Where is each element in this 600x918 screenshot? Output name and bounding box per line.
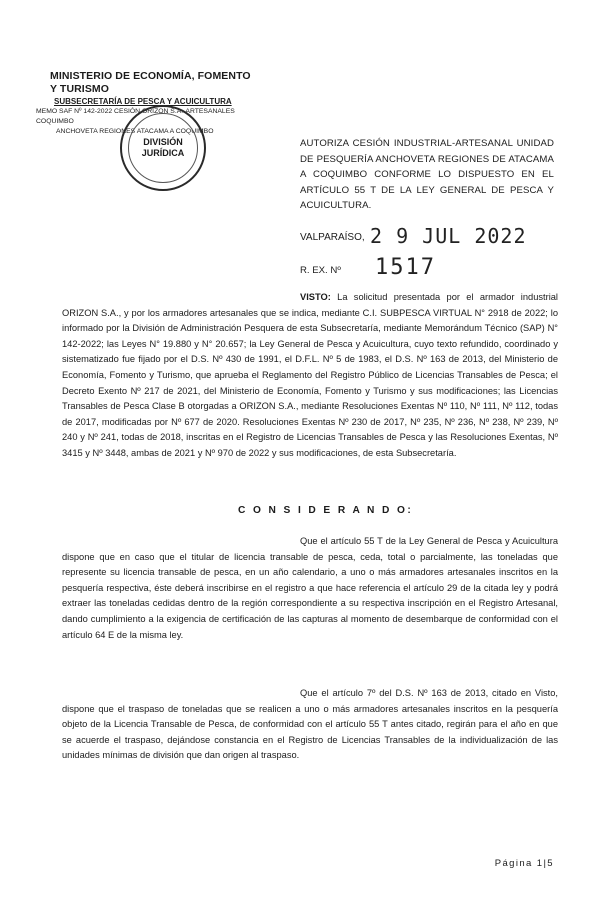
memo-reference-2: ANCHOVETA REGIONES ATACAMA A COQUIMBO	[56, 128, 214, 135]
resolution-label: R. EX. Nº	[300, 265, 341, 276]
considerando-paragraph-2: Que el artículo 7º del D.S. Nº 163 de 2013, citado en Visto, dispone que el traspaso de toneladas que se realicen a uno o más armadores artesanales inscritos en la pesquería objeto de la Licencia Transable de Pesca, de conformidad con el artículo 55 T antes citado, regirán para el año en que se acuerde el traspaso, dejándose constancia en el Registro de Licencias Transables de la individualización de las unidades mínimas de división que dan origen al traspaso.	[62, 688, 558, 761]
stamp-text: DIVISIÓN JURÍDICA	[141, 137, 185, 158]
ministry-name: MINISTERIO DE ECONOMÍA, FOMENTO Y TURISMO	[50, 70, 251, 95]
place-label: VALPARAÍSO,	[300, 232, 365, 243]
handwritten-date: 2 9 JUL 2022	[370, 224, 527, 248]
subsecretaria-name: SUBSECRETARÍA DE PESCA Y ACUICULTURA	[54, 97, 232, 106]
considerando-heading: C O N S I D E R A N D O:	[238, 505, 414, 516]
visto-paragraph	[62, 290, 558, 462]
division-juridica-stamp	[120, 105, 206, 191]
resolution-summary: AUTORIZA CESIÓN INDUSTRIAL-ARTESANAL UNIDAD DE PESQUERÍA ANCHOVETA REGIONES DE ATACAMA A COQUIMBO CONFORME LO DISPUESTO EN EL ARTÍCULO 55 T DE LA LEY GENERAL DE PESCA Y ACUICULTURA.	[300, 138, 554, 211]
page-number: Página 1|5	[494, 858, 554, 869]
memo-reference: MEMO SAF Nº 142-2022 CESIÓN ORIZON S.A.-ARTESANALES COQUIMBO	[36, 108, 235, 125]
considerando-paragraph-1: Que el artículo 55 T de la Ley General de Pesca y Acuicultura dispone que en caso que el titular de licencia transable de pesca, ceda, total o parcialmente, las toneladas que represente su licencia transable de pesca, en un año calendario, a uno o más armadores artesanales inscritos en la pesquería respectiva, éste deberá inscribirse en el registro a que hace referencia el artículo 29 de la citada ley y podrá extraer las toneladas cedidas dentro de la región correspondiente a su respectiva inscripción en el Registro Artesanal, dando cumplimiento a la exigencia de certificación de las capturas al momento de desembarque de conformidad con el artículo 64 E de la misma ley.	[62, 536, 558, 640]
visto-label: VISTO:	[300, 292, 331, 302]
visto-text: La solicitud presentada por el armador industrial ORIZON S.A., y por los armadores artesanales que se indica, mediante C.I. SUBPESCA VIRTUAL N° 2918 de 2022; lo informado por la División de Administración Pesquera de esta Subsecretaría, mediante Memorándum Técnico (SAP) N° 142-2022; las Leyes N° 19.880 y N° 20.657; la Ley General de Pesca y Acuicultura, cuyo texto refundido, coordinado y sistematizado fue fijado por el D.S. Nº 430 de 1991, el D.F.L. Nº 5 de 1983, el D.S. Nº 163 de 2013, del Ministerio de Economía, Fomento y Turismo, que aprueba el Reglamento del Registro Público de Licencias Transables de Pesca; el Decreto Exento Nº 217 de 2021, del Ministerio de Economía, Fomento y Turismo y sus modificaciones; las Licencias Transables de Pesca Clase B otorgadas a ORIZON S.A., mediante Resoluciones Exentas Nº 110, Nº 111, Nº 112, todas de 2017, modificadas por Nº 677 de 2020. Resoluciones Exentas Nº 230 de 2017, Nº 235, Nº 236, Nº 238, Nº 239, Nº 240 y Nº 241, todas de 2018, inscritas en el Registro de Licencias Transables de Pesca y las Resoluciones Exentas, Nº 3415 y Nº 3448, ambas de 2021 y Nº 970 de 2022 y sus modificaciones, de esta Subsecretaría.	[62, 292, 558, 458]
resolution-number: 1517	[375, 255, 436, 280]
